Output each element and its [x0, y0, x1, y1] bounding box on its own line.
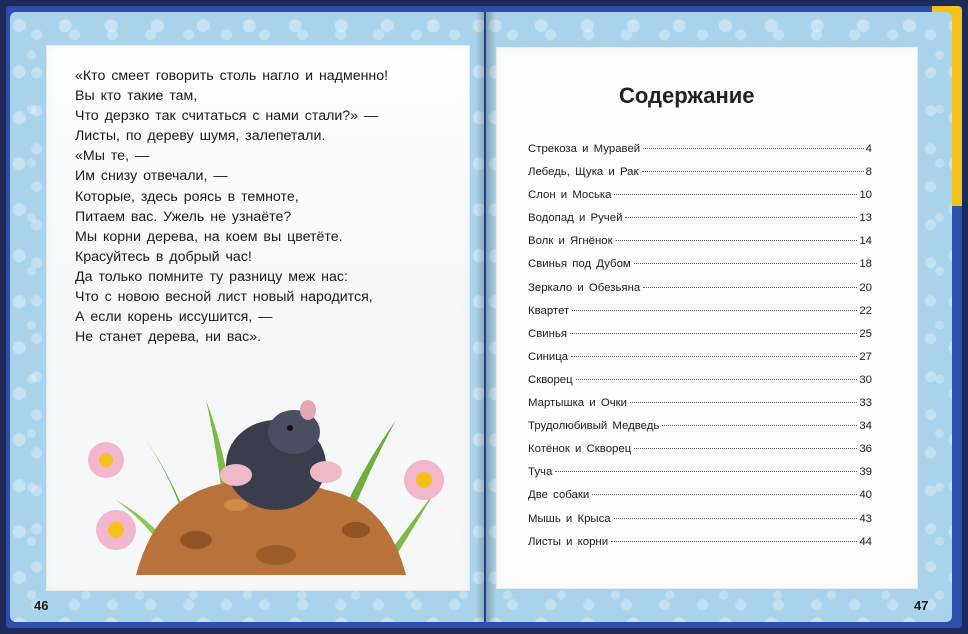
toc-dot-leader [625, 217, 857, 218]
poem-line: Вы кто такие там, [75, 88, 198, 105]
poem-line: Да только помните ту разницу меж нас: [75, 268, 348, 285]
toc-dot-leader [662, 425, 857, 426]
poem-line: Мы корни дерева, на коем вы цветёте. [75, 228, 343, 245]
toc-entry-page: 8 [865, 166, 872, 179]
toc-entry[interactable] [528, 397, 872, 420]
poem-line: Красуйтесь в добрый час! [75, 248, 252, 265]
toc-entry[interactable] [528, 466, 872, 489]
toc-entry[interactable] [528, 143, 872, 166]
toc-entry-page: 39 [859, 466, 872, 479]
toc-entry-page: 43 [859, 512, 872, 525]
toc-entry[interactable] [528, 189, 872, 212]
poem-line: Которые, здесь роясь в темноте, [75, 188, 299, 205]
toc-entry-page: 36 [859, 443, 872, 456]
toc-entry-page: 40 [859, 489, 872, 502]
toc-entry[interactable] [528, 489, 872, 512]
poem-line: Что дерзко так считаться с нами стали?» — [75, 108, 379, 125]
page-number-left: 46 [34, 598, 49, 613]
poem-text [75, 66, 455, 347]
toc-dot-leader [642, 171, 864, 172]
poem-line: Не станет дерева, ни вас». [75, 329, 262, 346]
toc-entry[interactable] [528, 374, 872, 397]
toc-entry[interactable] [528, 536, 872, 559]
toc-dot-leader [614, 518, 858, 519]
toc-entry-title: Стрекоза и Муравей [528, 143, 641, 155]
poem-line: Что с новою весной лист новый народится, [75, 289, 373, 306]
poem-line: Им снизу отвечали, — [75, 168, 228, 185]
toc-dot-leader [643, 287, 857, 288]
toc-entry-title: Синица [528, 350, 569, 363]
poem-line: «Мы те, — [75, 148, 150, 165]
toc-entry[interactable] [528, 212, 872, 235]
toc-dot-leader [634, 263, 858, 264]
toc-entry-page: 27 [859, 350, 872, 363]
toc-dot-leader [616, 240, 858, 241]
toc-dot-leader [555, 471, 857, 472]
toc-entry-title: Свинья [528, 327, 568, 340]
toc-entry-title: Мартышка и Очки [528, 397, 627, 410]
toc-entry-page: 14 [859, 235, 872, 248]
toc-dot-leader [634, 448, 857, 449]
toc-entry-page: 18 [859, 258, 872, 271]
toc-entry[interactable] [528, 282, 872, 305]
toc-entry-page: 30 [859, 373, 872, 386]
toc-entry-title: Скворец [528, 373, 573, 386]
toc-entry-title: Котёнок и Скворец [528, 443, 632, 456]
toc-dot-leader [611, 541, 857, 542]
toc-entry-title: Зеркало и Обезьяна [528, 281, 641, 294]
toc-entry[interactable] [528, 328, 872, 351]
toc-entry[interactable] [528, 166, 872, 189]
book-gutter [476, 12, 496, 622]
toc-entry-page: 4 [865, 143, 872, 155]
toc-entry[interactable] [528, 235, 872, 258]
toc-dot-leader [570, 333, 857, 334]
toc-entry-page: 22 [859, 304, 872, 317]
poem-line: А если корень иссушится, — [75, 309, 273, 326]
toc-entry-title: Водопад и Ручей [528, 212, 623, 225]
toc-entry[interactable] [528, 420, 872, 443]
page-number-right: 47 [914, 598, 929, 613]
toc-dot-leader [592, 494, 857, 495]
toc-entry[interactable] [528, 443, 872, 466]
toc-dot-leader [572, 310, 857, 311]
toc-entry-title: Лебедь, Щука и Рак [528, 166, 639, 179]
toc-entry-page: 44 [859, 535, 872, 548]
toc-entry[interactable] [528, 258, 872, 281]
toc-dot-leader [614, 194, 857, 195]
mole-illustration [76, 380, 446, 580]
toc-entry-title: Листы и корни [528, 535, 609, 548]
toc-entry-page: 20 [859, 281, 872, 294]
toc-dot-leader [630, 402, 857, 403]
toc-entry-page: 33 [859, 397, 872, 410]
toc-entry[interactable] [528, 513, 872, 536]
toc-entry-title: Свинья под Дубом [528, 258, 631, 271]
toc-dot-leader [571, 356, 857, 357]
toc-entry-page: 34 [859, 420, 872, 433]
table-of-contents [528, 143, 872, 559]
toc-entry-page: 25 [859, 327, 872, 340]
toc-entry-title: Мышь и Крыса [528, 512, 611, 525]
poem-line: «Кто смеет говорить столь нагло и надменно! [75, 68, 389, 84]
contents-title: Содержание [619, 83, 755, 108]
toc-entry-page: 13 [859, 212, 872, 225]
toc-entry-title: Две собаки [528, 489, 590, 502]
toc-entry[interactable] [528, 351, 872, 374]
toc-entry[interactable] [528, 305, 872, 328]
toc-entry-title: Квартет [528, 304, 570, 317]
toc-entry-title: Волк и Ягнёнок [528, 235, 613, 248]
toc-dot-leader [576, 379, 858, 380]
toc-entry-title: Туча [528, 466, 553, 479]
poem-line: Листы, по дереву шумя, залепетали. [75, 128, 326, 145]
toc-entry-title: Слон и Моська [528, 189, 612, 202]
toc-entry-title: Трудолюбивый Медведь [528, 420, 660, 433]
toc-entry-page: 10 [859, 189, 872, 202]
poem-line: Питаем вас. Ужель не узнаёте? [75, 208, 292, 225]
toc-dot-leader [643, 148, 864, 149]
